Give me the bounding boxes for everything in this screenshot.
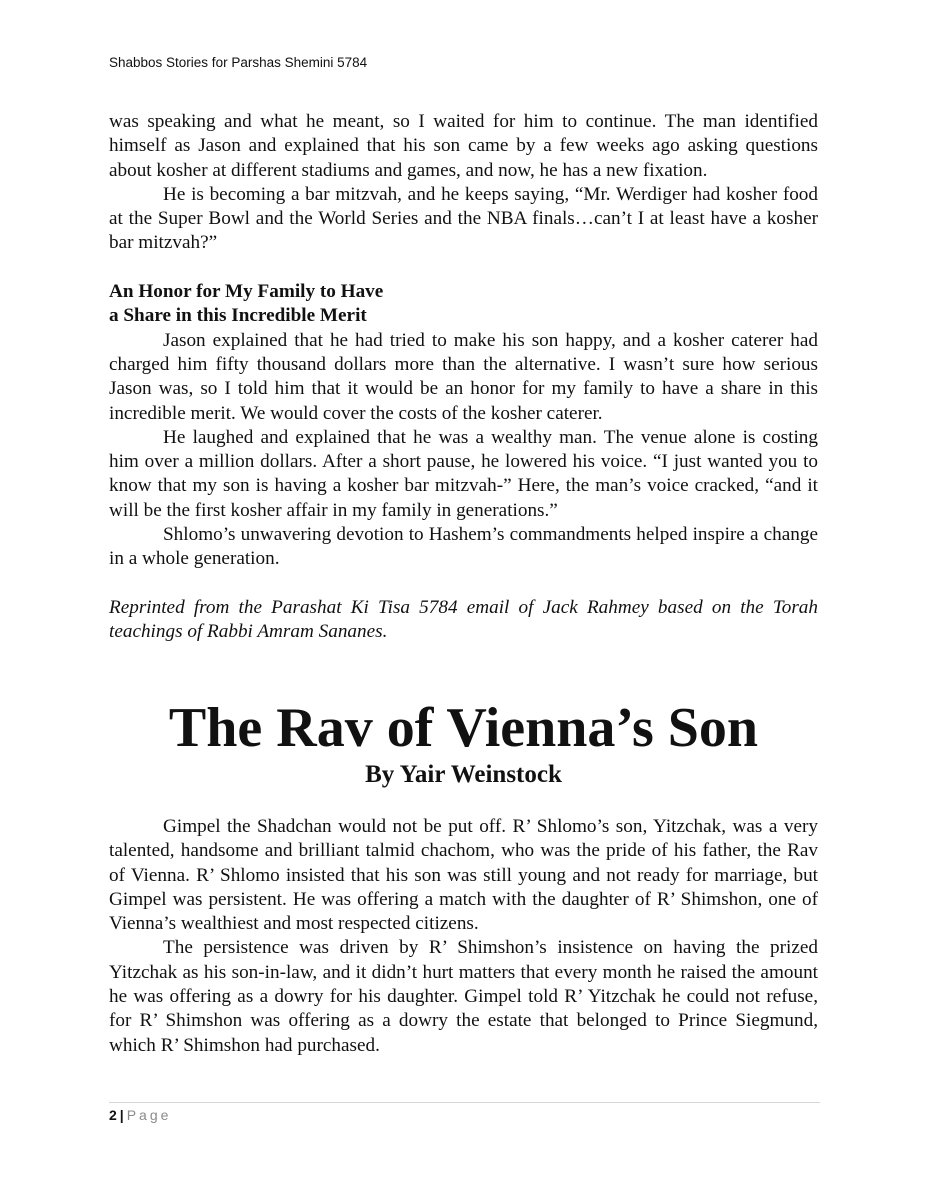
page-footer [109, 1107, 171, 1123]
paragraph: He laughed and explained that he was a wealthy man. The venue alone is costing him over a million dollars. After a short pause, he lowered his voice. “I just wanted you to know that my son is having a kosher bar mitzvah-” Here, the man’s voice cracked, “and it will be the first kosher affair in my family in generations.” [109, 426, 818, 521]
story-body [109, 815, 818, 1058]
reprint-credit: Reprinted from the Parashat Ki Tisa 5784 email of Jack Rahmey based on the Torah teachings of Rabbi Amram Sananes. [109, 596, 818, 643]
running-header: Shabbos Stories for Parshas Shemini 5784 [109, 55, 368, 70]
paragraph: Shlomo’s unwavering devotion to Hashem’s commandments helped inspire a change in a whole generation. [109, 524, 818, 570]
page-number: 2 [109, 1107, 117, 1123]
paragraph: Gimpel the Shadchan would not be put off. R’ Shlomo’s son, Yitzchak, was a very talented, handsome and brilliant talmid chachom, who was the pride of his father, the Rav of Vienna. R’ Shlomo insisted that his son was still young and not ready for marriage, but Gimpel was persistent. He was offering a match with the daughter of R’ Shimshon, one of Vienna’s wealthiest and most respected citizens. [109, 816, 818, 935]
paragraph: The persistence was driven by R’ Shimshon’s insistence on having the prized Yitzchak as his son-in-law, and it didn’t hurt matters that every month he raised the amount he was offering as a dowry for his daughter. Gimpel told R’ Yitzchak he could not refuse, for R’ Shimshon was offering as a dowry the estate that belonged to Prince Siegmund, which R’ Shimshon had purchased. [109, 937, 818, 1056]
story-continuation [109, 110, 818, 645]
spacer [109, 572, 818, 596]
story-title: The Rav of Vienna’s Son [168, 697, 759, 759]
section-heading-line-1: An Honor for My Family to Have [109, 281, 384, 303]
story-byline: By Yair Weinstock [365, 761, 562, 788]
paragraph: was speaking and what he meant, so I waited for him to continue. The man identified himself as Jason and explained that his son came by a few weeks ago asking questions about kosher at different stadiums and games, and now, he has a new fixation. [109, 111, 818, 181]
paragraph: He is becoming a bar mitzvah, and he keeps saying, “Mr. Werdiger had kosher food at the Super Bowl and the World Series and the NBA finals…can’t I at least have a kosher bar mitzvah?” [109, 183, 818, 254]
section-heading-line-2: a Share in this Incredible Merit [109, 305, 367, 327]
footer-divider [109, 1102, 820, 1103]
spacer [109, 256, 818, 280]
paragraph: Jason explained that he had tried to make his son happy, and a kosher caterer had charged him fifty thousand dollars more than the alternative. I wasn’t sure how serious Jason was, so I told him that it would be an honor for my family to have a share in this incredible merit. We would cover the costs of the kosher caterer. [109, 329, 818, 424]
footer-separator: | [119, 1107, 124, 1123]
page-label: Page [126, 1107, 172, 1123]
